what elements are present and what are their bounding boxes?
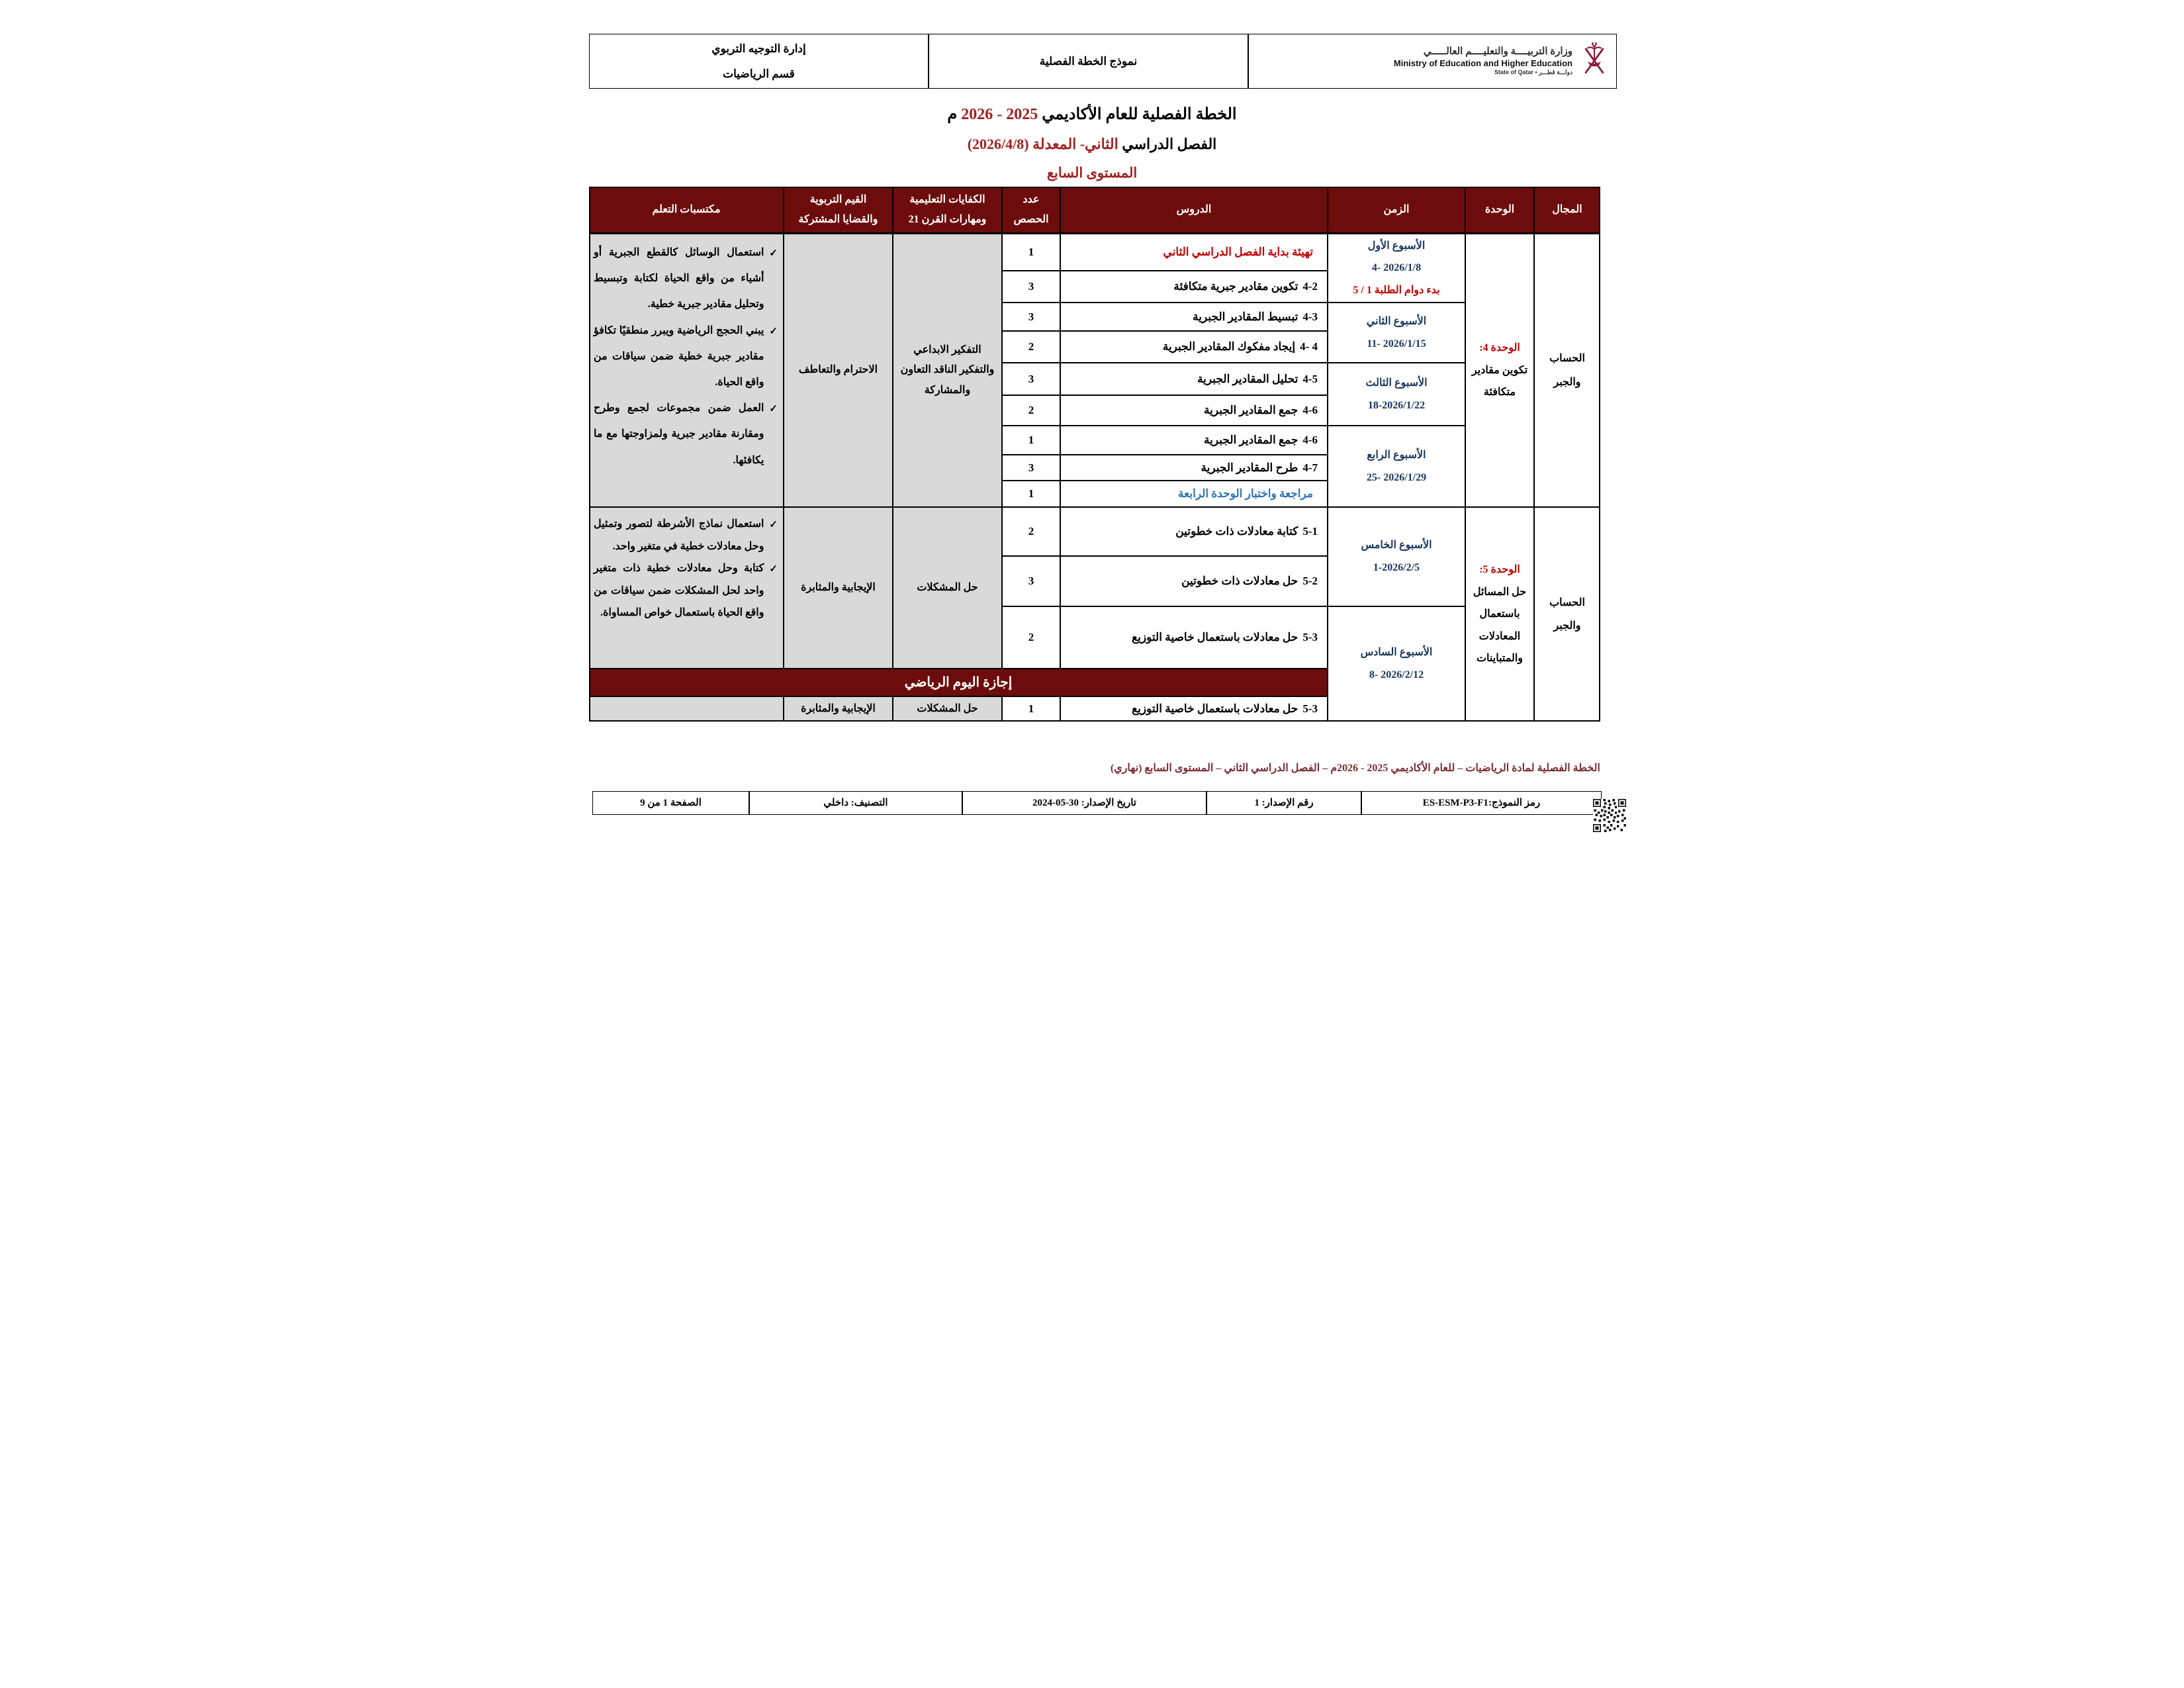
outcome-bullet: ✓ يبني الحجج الرياضية ويبرر منطقيًا تكافؤ مقادير جبرية خطية ضمن سياقات من واقع الحياة. <box>594 318 778 396</box>
sports-day-banner: إجازة اليوم الرياضي <box>589 669 1328 696</box>
periods-row-8: 3 <box>1002 455 1060 481</box>
state-of-qatar-line: دولـــة قطـــر • State of Qatar <box>1494 69 1572 76</box>
check-icon: ✓ <box>769 326 778 337</box>
periods-row-9: 1 <box>1002 481 1060 507</box>
title-level <box>546 165 1638 181</box>
periods-row-1: 1 <box>1002 234 1060 271</box>
header-periods: عدد الحصص <box>1002 187 1060 234</box>
periods-row-10: 2 <box>1002 507 1060 556</box>
header-values: القيم التربوية والقضايا المشتركة <box>784 187 893 234</box>
check-icon: ✓ <box>769 248 778 259</box>
lesson-row-6: 4-6 جمع المقادير الجبرية <box>1060 395 1328 426</box>
ministry-name-english: Ministry of Education and Higher Education <box>1393 58 1572 69</box>
title-line1-black: الخطة الفصلية للعام الأكاديمي <box>1042 106 1237 123</box>
infobar-issue-date: تاريخ الإصدار: 30-05-2024 <box>962 791 1206 815</box>
ministry-name-arabic: وزارة التربيــــة والتعليــــم العالـــــي <box>1423 46 1572 58</box>
week-3-cell: الأسبوع الثالث 18-2026/1/22 <box>1328 363 1465 426</box>
title-line1-years: 2025 - 2026 <box>961 106 1038 123</box>
header-outcomes: مكتسبات التعلم <box>589 187 784 234</box>
check-icon: ✓ <box>769 564 778 575</box>
domain-cell-1: الحساب والجبر <box>1534 234 1600 507</box>
competency-cell-3: حل المشكلات <box>893 696 1002 722</box>
outcome-bullet: ✓ العمل ضمن مجموعات لجمع وطرح ومقارنة مقادير جبرية ولمزاوجتها مع ما يكافئها. <box>594 395 778 473</box>
periods-row-4: 2 <box>1002 331 1060 363</box>
title-line2-black: الفصل الدراسي <box>1122 136 1217 152</box>
check-icon: ✓ <box>769 520 778 530</box>
competency-cell-2: حل المشكلات <box>893 507 1002 669</box>
competency-cell-1: التفكير الابداعي والتفكير الناقد التعاون والمشاركة <box>893 234 1002 507</box>
infobar-form-code: رمز النموذج:ES-ESM-P3-F1 <box>1361 791 1602 815</box>
periods-row-11: 3 <box>1002 556 1060 606</box>
title-semester <box>546 136 1638 153</box>
letterhead-department-cell <box>589 34 929 89</box>
unit-4-cell: الوحدة 4: تكوين مقادير متكافئة <box>1465 234 1534 507</box>
header-competencies: الكفايات التعليمية ومهارات القرن 21 <box>893 187 1002 234</box>
lesson-row-3: 4-3 تبسيط المقادير الجبرية <box>1060 303 1328 331</box>
values-cell-1: الاحترام والتعاطف <box>784 234 893 507</box>
periods-row-2: 3 <box>1002 271 1060 303</box>
header-lessons: الدروس <box>1060 187 1328 234</box>
lesson-row-7: 4-6 جمع المقادير الجبرية <box>1060 426 1328 455</box>
lesson-row-5: 4-5 تحليل المقادير الجبرية <box>1060 363 1328 395</box>
student-start-note: 5 / 1 بدء دوام الطلبة <box>1353 284 1440 296</box>
infobar-page-number: الصفحة 1 من 9 <box>592 791 749 815</box>
header-time: الزمن <box>1328 187 1465 234</box>
outcome-bullet: ✓ استعمال الوسائل كالقطع الجبرية أو أشياء من واقع الحياة لكتابة وتبسيط وتحليل مقادير جبرية خطية. <box>594 240 778 318</box>
values-cell-2: الإيجابية والمثابرة <box>784 507 893 669</box>
values-cell-3: الإيجابية والمثابرة <box>784 696 893 722</box>
infobar-classification: التصنيف: داخلي <box>749 791 962 815</box>
periods-row-12: 2 <box>1002 606 1060 669</box>
department-line1: إدارة التوجيه التربوي <box>711 42 806 56</box>
lesson-row-8: 4-7 طرح المقادير الجبرية <box>1060 455 1328 481</box>
letterhead-form-name-cell <box>929 34 1248 89</box>
lesson-row-1: تهيئة بداية الفصل الدراسي الثاني <box>1060 234 1328 271</box>
lesson-row-9: مراجعة واختبار الوحدة الرابعة <box>1060 481 1328 507</box>
unit-5-cell: الوحدة 5: حل المسائل باستعمال المعادلات والمتباينات <box>1465 507 1534 722</box>
periods-row-6: 2 <box>1002 395 1060 426</box>
lesson-row-12: 5-3 حل معادلات باستعمال خاصية التوزيع <box>1060 606 1328 669</box>
lesson-row-4: 4- 4 إيجاد مفكوك المقادير الجبرية <box>1060 331 1328 363</box>
qr-code-icon <box>1593 798 1626 836</box>
lesson-plan-page <box>546 0 1638 844</box>
check-icon: ✓ <box>769 404 778 415</box>
lesson-row-10: 5-1 كتابة معادلات ذات خطوتين <box>1060 507 1328 556</box>
periods-row-5: 3 <box>1002 363 1060 395</box>
lesson-row-13: 5-3 حل معادلات باستعمال خاصية التوزيع <box>1060 696 1328 722</box>
periods-row-13: 1 <box>1002 696 1060 722</box>
qatar-ministry-emblem-icon <box>1579 42 1610 81</box>
title-line1-suffix: م <box>947 106 958 123</box>
letterhead-logo-cell <box>1248 34 1617 89</box>
outcomes-cell-2 <box>589 507 784 669</box>
title-line3: المستوى السابع <box>1046 165 1138 181</box>
title-academic-year <box>546 105 1638 124</box>
week-1-cell: الأسبوع الأول 4- 2026/1/8 5 / 1 بدء دوام الطلبة <box>1328 234 1465 303</box>
week-4-cell: الأسبوع الرابع 25- 2026/1/29 <box>1328 426 1465 507</box>
department-line2: قسم الرياضيات <box>723 67 795 80</box>
week-5-cell: الأسبوع الخامس 1-2026/2/5 <box>1328 507 1465 606</box>
header-domain: المجال <box>1534 187 1600 234</box>
footer-line: الخطة الفصلية لمادة الرياضيات – للعام الأكاديمي 2025 - 2026م – الفصل الدراسي الثاني – المستوى السابع (نهاري) <box>1110 763 1600 774</box>
outcomes-cell-3-empty <box>589 696 784 722</box>
outcomes-cell-1 <box>589 234 784 507</box>
lesson-row-11: 5-2 حل معادلات ذات خطوتين <box>1060 556 1328 606</box>
lesson-row-2: 4-2 تكوين مقادير جبرية متكافئة <box>1060 271 1328 303</box>
header-unit: الوحدة <box>1465 187 1534 234</box>
domain-cell-2: الحساب والجبر <box>1534 507 1600 722</box>
infobar-version: رقم الإصدار: 1 <box>1206 791 1361 815</box>
outcome-bullet: ✓ استعمال نماذج الأشرطة لتصور وتمثيل وحل معادلات خطية في متغير واحد. <box>594 513 778 557</box>
week-6-cell: الأسبوع السادس 8- 2026/2/12 <box>1328 606 1465 722</box>
periods-row-7: 1 <box>1002 426 1060 455</box>
outcome-bullet: ✓ كتابة وحل معادلات خطية ذات متغير واحد لحل المشكلات ضمن سياقات من واقع الحياة باستعمال خواص المساواة. <box>594 557 778 624</box>
ministry-wordmark <box>1394 46 1572 76</box>
week-2-cell: الأسبوع الثاني 11- 2026/1/15 <box>1328 303 1465 363</box>
periods-row-3: 3 <box>1002 303 1060 331</box>
form-name: نموذج الخطة الفصلية <box>1039 54 1138 68</box>
title-line2-red: الثاني- المعدلة (2026/4/8) <box>967 136 1118 152</box>
